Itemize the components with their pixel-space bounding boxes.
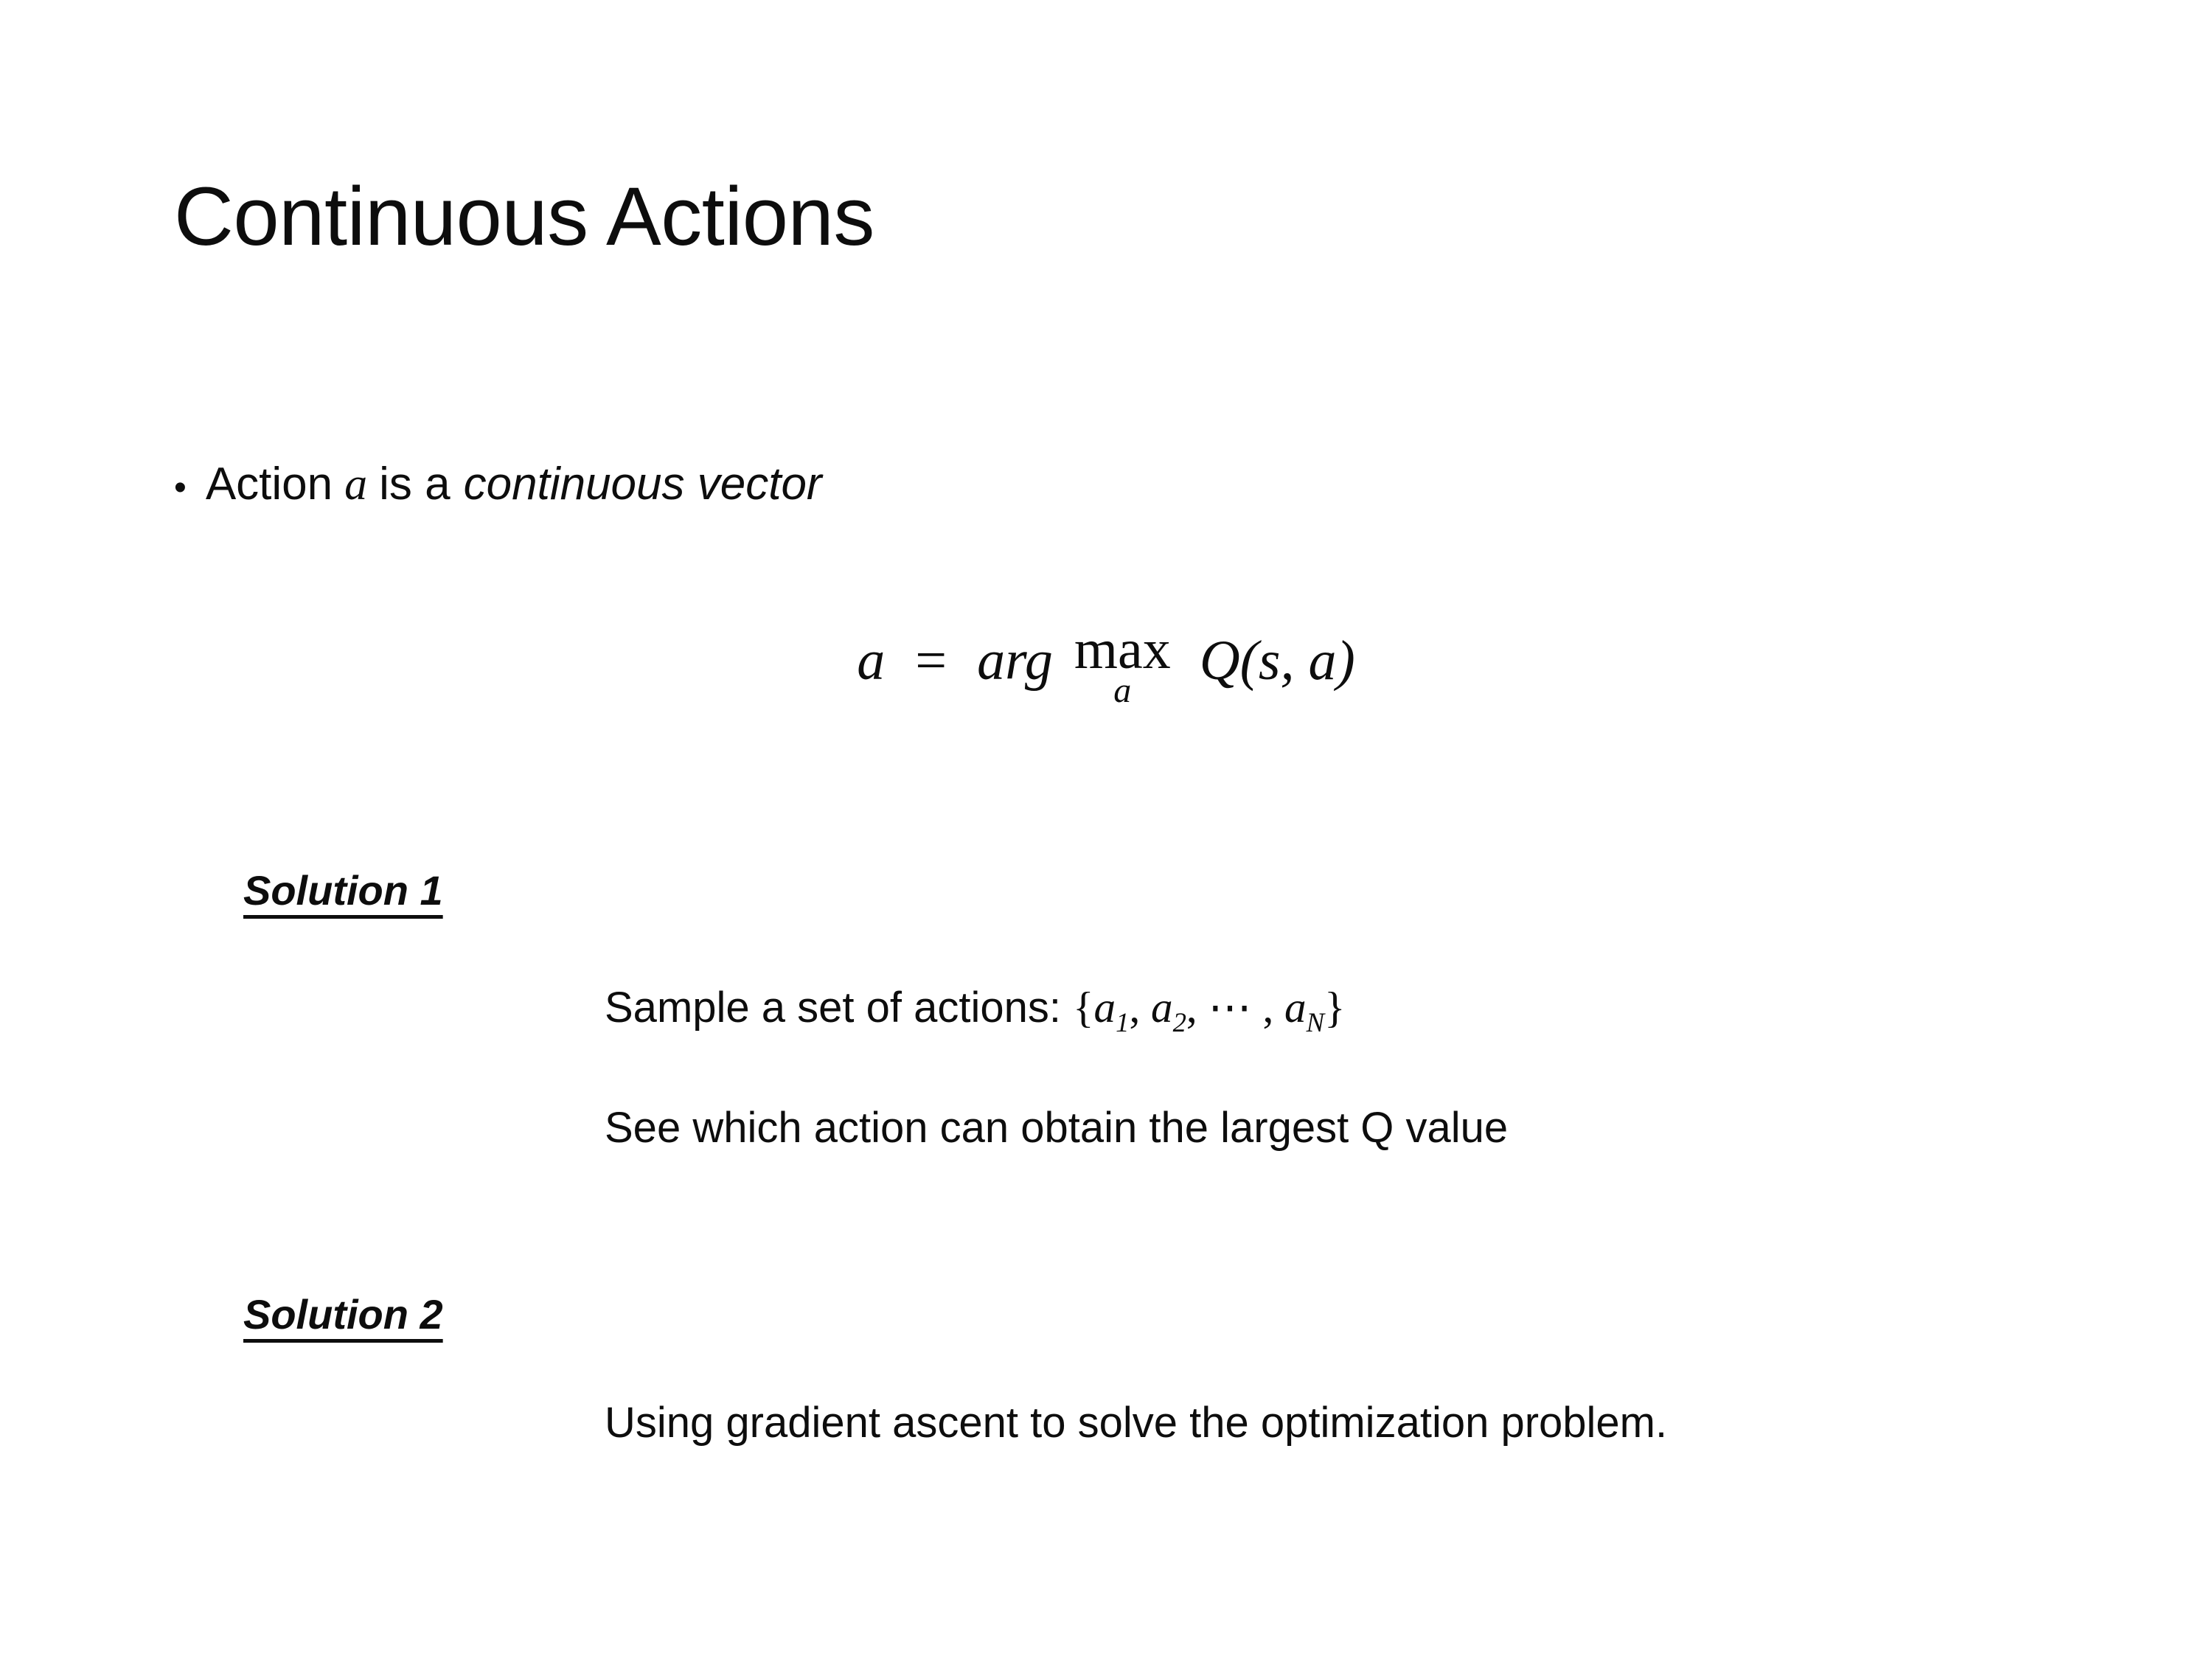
equation-max-operator <box>1074 619 1171 711</box>
section-heading-solution-2: Solution 2 <box>243 1291 443 1338</box>
slide-title: Continuous Actions <box>174 170 874 262</box>
solution-1-action-set: {$a_1$, $a_2$, ⋯ , $a_N$} <box>1073 983 1346 1037</box>
equation-max-subscript: a <box>1113 671 1132 711</box>
solution-1-line-1-prefix: Sample a set of actions: <box>605 984 1061 1032</box>
bullet-point-icon: • <box>174 468 187 507</box>
equation-q-function: Q(s, a) <box>1199 629 1355 692</box>
bullet-action-definition <box>174 457 822 512</box>
equation-equals-sign: = <box>915 629 947 692</box>
bullet-emphasis-continuous-vector: continuous vector <box>463 459 822 509</box>
equation-arg: arg <box>977 629 1053 692</box>
solution-2-line-1: Using gradient ascent to solve the optimization problem. <box>605 1399 1668 1447</box>
bullet-variable-a: a <box>344 459 368 509</box>
solution-1-line-1 <box>605 981 1345 1040</box>
equation-max-label: max <box>1074 619 1171 681</box>
equation-argmax <box>0 619 2212 711</box>
equation-lhs: a <box>857 629 886 692</box>
bullet-text-middle: is a <box>379 459 451 509</box>
section-heading-solution-1: Solution 1 <box>243 867 443 914</box>
bullet-text-before: Action <box>205 459 333 509</box>
solution-1-line-2: See which action can obtain the largest Q value <box>605 1104 1509 1152</box>
